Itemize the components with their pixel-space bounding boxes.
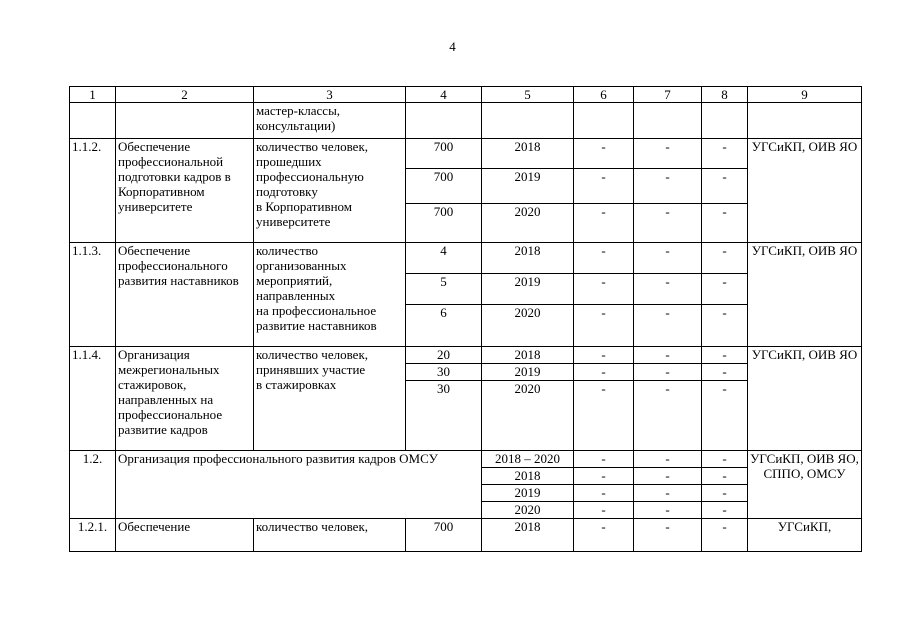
col7-cell: - [634,485,702,502]
col6-cell: - [574,485,634,502]
cell [574,103,634,139]
col8-cell: - [702,139,748,169]
col6-cell: - [574,347,634,364]
col7-cell: - [634,169,702,204]
indicator-cell: количество человек, [254,519,406,552]
item-number: 1.1.3. [70,243,116,347]
table-row [70,103,862,139]
cell [406,103,482,139]
header-cell: 9 [748,87,862,103]
year-cell: 2020 [482,204,574,243]
col6-cell: - [574,502,634,519]
cell [116,103,254,139]
col7-cell: - [634,139,702,169]
col6-cell: - [574,274,634,305]
col8-cell: - [702,519,748,552]
responsible-cell: УГСиКП, [748,519,862,552]
col6-cell: - [574,468,634,485]
col7-cell: - [634,243,702,274]
item-number: 1.1.4. [70,347,116,451]
page-number: 4 [449,39,456,54]
cell [482,103,574,139]
responsible-cell: УГСиКП, ОИВ ЯО [748,139,862,243]
item-name: Обеспечение профессионального развития наставников [116,243,254,347]
col7-cell: - [634,305,702,347]
value-cell: 700 [406,169,482,204]
col8-cell: - [702,305,748,347]
col8-cell: - [702,468,748,485]
col6-cell: - [574,243,634,274]
col8-cell: - [702,169,748,204]
value-cell: 5 [406,274,482,305]
col7-cell: - [634,364,702,381]
col8-cell: - [702,204,748,243]
year-cell: 2019 [482,169,574,204]
table-row [70,243,862,274]
item-number: 1.1.2. [70,139,116,243]
col8-cell: - [702,381,748,451]
year-cell: 2019 [482,364,574,381]
value-cell: 6 [406,305,482,347]
header-cell: 7 [634,87,702,103]
value-cell: 20 [406,347,482,364]
header-cell: 6 [574,87,634,103]
col6-cell: - [574,519,634,552]
item-name: Обеспечение [116,519,254,552]
col8-cell: - [702,502,748,519]
col7-cell: - [634,451,702,468]
col6-cell: - [574,451,634,468]
value-cell: 30 [406,381,482,451]
col7-cell: - [634,502,702,519]
col6-cell: - [574,364,634,381]
item-number: 1.2. [70,451,116,519]
table-row [70,451,862,468]
year-cell: 2018 [482,243,574,274]
col8-cell: - [702,364,748,381]
col8-cell: - [702,243,748,274]
header-row [70,87,862,103]
col6-cell: - [574,204,634,243]
col8-cell: - [702,485,748,502]
value-cell: 700 [406,519,482,552]
header-cell: 3 [254,87,406,103]
value-cell: 700 [406,139,482,169]
item-number: 1.2.1. [70,519,116,552]
col8-cell: - [702,347,748,364]
responsible-cell: УГСиКП, ОИВ ЯО [748,347,862,451]
year-cell: 2020 [482,305,574,347]
table-row [70,139,862,169]
value-cell: 4 [406,243,482,274]
year-cell: 2019 [482,485,574,502]
col7-cell: - [634,204,702,243]
year-cell: 2018 [482,139,574,169]
header-cell: 5 [482,87,574,103]
cell [634,103,702,139]
col6-cell: - [574,169,634,204]
col7-cell: - [634,519,702,552]
item-name: Организация межрегиональных стажировок, направленных на профессиональное развитие кадров [116,347,254,451]
year-cell: 2019 [482,274,574,305]
col8-cell: - [702,274,748,305]
year-cell: 2018 [482,519,574,552]
responsible-cell: УГСиКП, ОИВ ЯО [748,243,862,347]
year-cell: 2020 [482,381,574,451]
year-cell: 2018 [482,347,574,364]
value-cell: 700 [406,204,482,243]
indicator-cell: количество организованных мероприятий, направленных на профессиональное развитие наставников [254,243,406,347]
item-name: Организация профессионального развития кадров ОМСУ [116,451,482,519]
year-cell: 2018 – 2020 [482,451,574,468]
measures-table [69,86,862,552]
table-row [70,519,862,552]
item-name: Обеспечение профессиональной подготовки кадров в Корпоративном университете [116,139,254,243]
col6-cell: - [574,139,634,169]
indicator-cell: количество человек, принявших участие в стажировках [254,347,406,451]
indicator-cell: количество человек, прошедших профессиональную подготовку в Корпоративном университете [254,139,406,243]
col8-cell: - [702,451,748,468]
year-cell: 2020 [482,502,574,519]
col7-cell: - [634,274,702,305]
year-cell: 2018 [482,468,574,485]
responsible-cell: УГСиКП, ОИВ ЯО, СППО, ОМСУ [748,451,862,519]
indicator-cell: мастер-классы, консультации) [254,103,406,139]
table-row [70,347,862,364]
cell [748,103,862,139]
col7-cell: - [634,381,702,451]
cell [702,103,748,139]
header-cell: 4 [406,87,482,103]
col6-cell: - [574,305,634,347]
header-cell: 8 [702,87,748,103]
col6-cell: - [574,381,634,451]
col7-cell: - [634,347,702,364]
header-cell: 2 [116,87,254,103]
cell [70,103,116,139]
value-cell: 30 [406,364,482,381]
col7-cell: - [634,468,702,485]
header-cell: 1 [70,87,116,103]
